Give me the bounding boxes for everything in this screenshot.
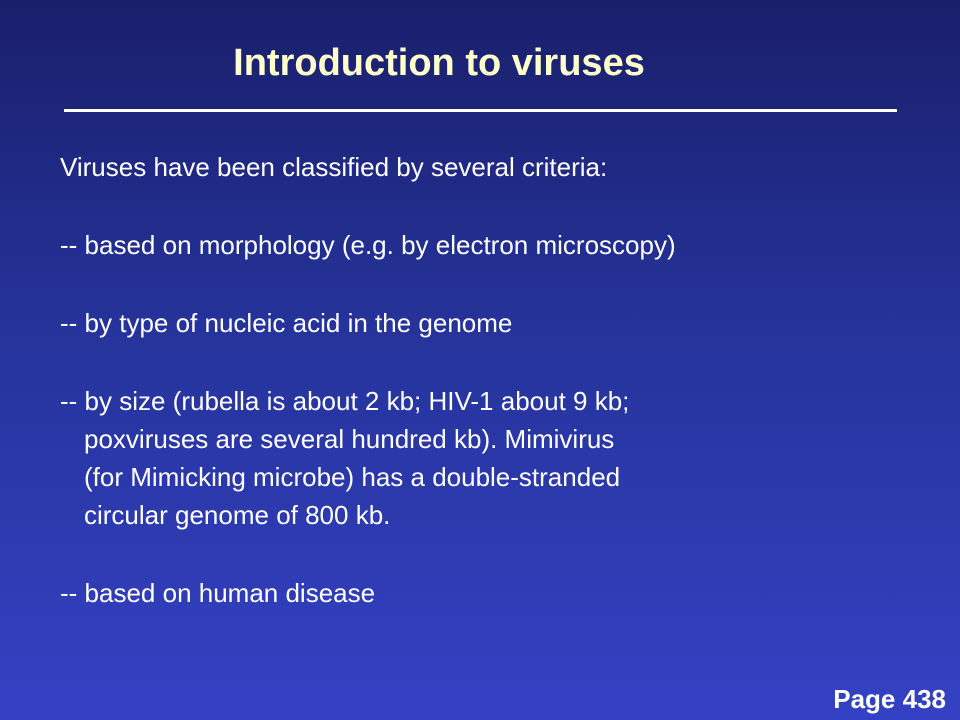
slide-body bbox=[60, 148, 920, 612]
page-number: Page 438 bbox=[833, 684, 946, 714]
intro-text: Viruses have been classified by several criteria: bbox=[60, 152, 608, 182]
spacer bbox=[60, 534, 920, 574]
criterion-human-disease: -- based on human disease bbox=[60, 578, 376, 608]
criterion-size-line: circular genome of 800 kb. bbox=[84, 500, 391, 530]
criterion-nucleic-acid: -- by type of nucleic acid in the genome bbox=[60, 308, 513, 338]
criterion-size-line: (for Mimicking microbe) has a double-stranded bbox=[84, 462, 621, 492]
criterion-morphology: -- based on morphology (e.g. by electron microscopy) bbox=[60, 230, 676, 260]
criterion-size-line: -- by size (rubella is about 2 kb; HIV-1 about 9 kb; bbox=[60, 386, 630, 416]
spacer bbox=[60, 342, 920, 382]
criterion-size-line: poxviruses are several hundred kb). Mimivirus bbox=[84, 424, 615, 454]
slide-title: Introduction to viruses bbox=[233, 42, 645, 84]
criterion-size bbox=[60, 382, 920, 534]
spacer bbox=[60, 186, 920, 226]
title-divider bbox=[64, 109, 897, 112]
spacer bbox=[60, 264, 920, 304]
